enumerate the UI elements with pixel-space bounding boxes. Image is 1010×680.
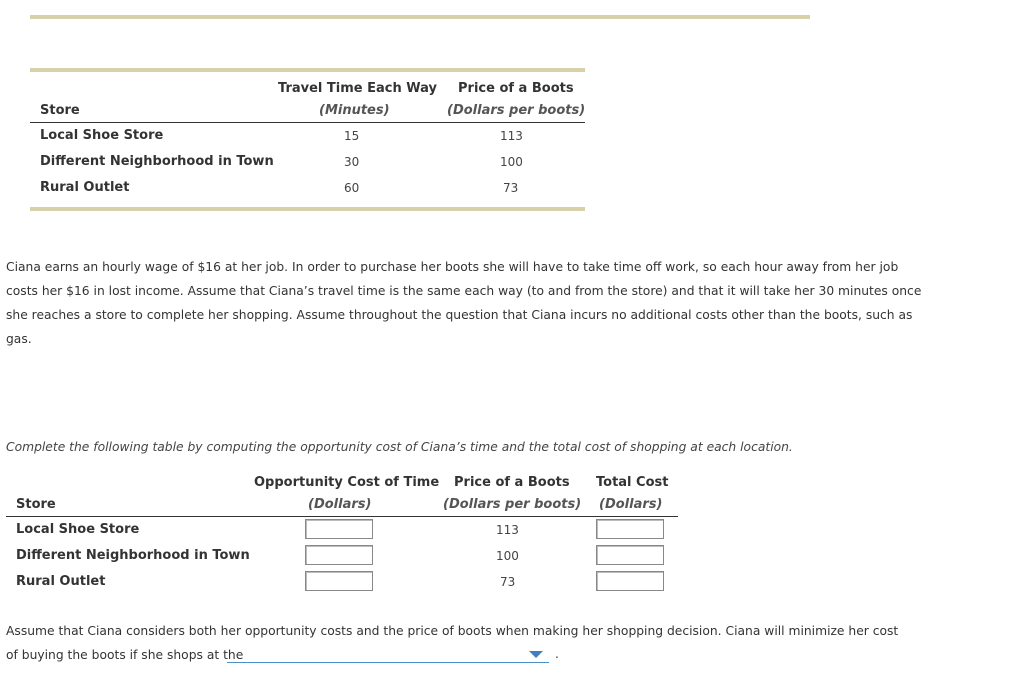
table2-opp-unit: (Dollars)	[308, 497, 372, 512]
table2-header-divider	[6, 516, 678, 517]
final-question-text: Assume that Ciana considers both her opportunity costs and the price of boots when making her shopping decision. Ciana will minimize her cost of buying the boots if she shops at the	[6, 624, 899, 662]
opp-cost-input-rural[interactable]	[305, 571, 373, 591]
table2-price-header: Price of a Boots	[454, 475, 570, 490]
table1-row2-store: Different Neighborhood in Town	[40, 154, 274, 169]
table2-row2-store: Different Neighborhood in Town	[16, 548, 250, 563]
table2-row1-store: Local Shoe Store	[16, 522, 140, 537]
instruction-text: Complete the following table by computing the opportunity cost of Ciana’s time and the total cost of shopping at each location.	[6, 440, 793, 454]
table2-total-unit: (Dollars)	[599, 497, 663, 512]
table1-row3-travel: 60	[344, 181, 360, 195]
table1-row1-travel: 15	[344, 129, 360, 143]
table1-travel-header: Travel Time Each Way	[278, 81, 437, 96]
opp-cost-input-neighborhood[interactable]	[305, 545, 373, 565]
table2-store-header: Store	[16, 497, 56, 512]
top-rule	[30, 15, 810, 19]
scenario-paragraph: Ciana earns an hourly wage of $16 at her job. In order to purchase her boots she will have to take time off work, so each hour away from her job costs her $16 in lost income. Assume that Ciana’s travel time is the same each way (to and from the store) and that it will take her 30 minutes once she reaches a store to complete her shopping. Assume throughout the question that Ciana incurs no additional costs other than the boots, such as gas.	[6, 260, 922, 346]
store-choice-dropdown[interactable]	[227, 645, 549, 663]
table1-row3-store: Rural Outlet	[40, 180, 130, 195]
table1-price-header: Price of a Boots	[458, 81, 574, 96]
total-cost-input-local[interactable]	[596, 519, 664, 539]
table1-row3-price: 73	[503, 181, 519, 195]
table1-header-divider	[30, 122, 585, 123]
table2-row2-price: 100	[496, 549, 519, 563]
table2-row3-price: 73	[500, 575, 516, 589]
table1-row1-price: 113	[500, 129, 523, 143]
table1-store-header: Store	[40, 103, 80, 118]
table1-bottom-rule	[30, 207, 585, 211]
table2-total-header: Total Cost	[596, 475, 669, 490]
table2-row3-store: Rural Outlet	[16, 574, 106, 589]
table2-row1-price: 113	[496, 523, 519, 537]
table1-travel-unit: (Minutes)	[319, 103, 390, 118]
total-cost-input-neighborhood[interactable]	[596, 545, 664, 565]
total-cost-input-rural[interactable]	[596, 571, 664, 591]
table2-price-unit: (Dollars per boots)	[443, 497, 582, 512]
chevron-down-icon[interactable]	[529, 651, 543, 658]
table1-row2-price: 100	[500, 155, 523, 169]
opp-cost-input-local[interactable]	[305, 519, 373, 539]
final-question-period: .	[555, 647, 559, 661]
table1-row2-travel: 30	[344, 155, 360, 169]
table1-top-rule	[30, 68, 585, 72]
table1-row1-store: Local Shoe Store	[40, 128, 164, 143]
table2-opp-header: Opportunity Cost of Time	[254, 475, 440, 490]
table1-price-unit: (Dollars per boots)	[447, 103, 586, 118]
dropdown-underline	[227, 662, 549, 663]
